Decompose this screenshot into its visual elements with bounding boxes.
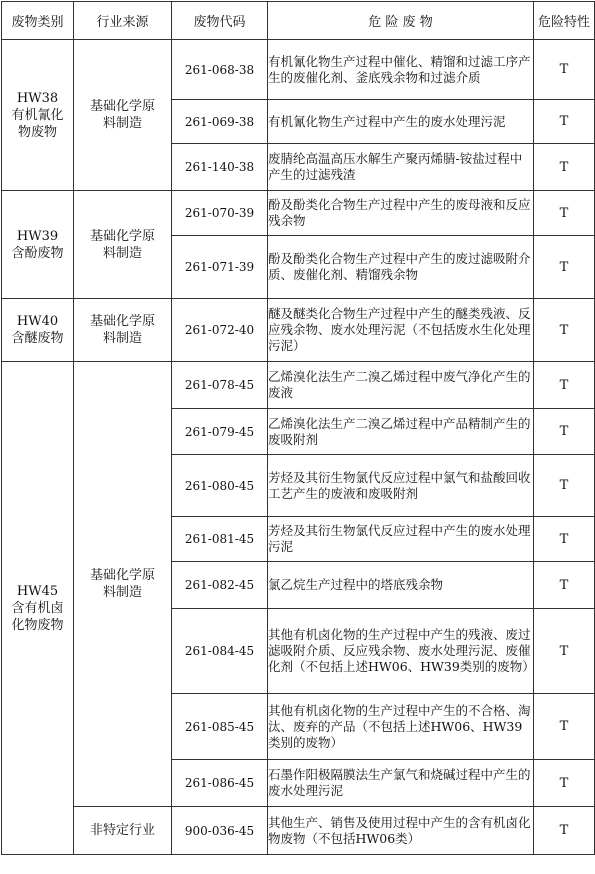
- industry-source-cell-text: 非特定行业: [89, 823, 155, 838]
- waste-code-cell: 261-079-45: [172, 409, 268, 455]
- table-row: [2, 807, 595, 855]
- hazard-property-cell: T: [534, 760, 595, 807]
- waste-category-cell-text: HW45 含有机卤 化物废物: [11, 583, 64, 633]
- hazard-property-cell: T: [534, 609, 595, 694]
- waste-description-cell: 酚及酚类化合物生产过程中产生的废过滤吸附介质、废催化剂、精馏残余物: [268, 236, 534, 299]
- industry-source-cell-text: 基础化学原 料制造: [89, 314, 155, 346]
- waste-code-cell: 261-069-38: [172, 100, 268, 144]
- waste-code-cell: 900-036-45: [172, 807, 268, 855]
- hazard-property-cell: T: [534, 807, 595, 855]
- waste-category-cell: [2, 299, 74, 362]
- industry-source-cell-text: 基础化学原 料制造: [89, 228, 155, 261]
- table-body: [2, 40, 595, 855]
- waste-code-cell: 261-070-39: [172, 191, 268, 236]
- header-category: 废物类别: [2, 2, 74, 40]
- waste-category-cell: [2, 40, 74, 191]
- hazard-property-cell: T: [534, 236, 595, 299]
- industry-source-cell-text: 基础化学原 料制造: [89, 568, 155, 600]
- waste-description-cell: 氯乙烷生产过程中的塔底残余物: [268, 562, 534, 609]
- hazard-property-cell: T: [534, 455, 595, 517]
- waste-category-cell: [2, 362, 74, 855]
- header-code: 废物代码: [172, 2, 268, 40]
- waste-code-cell: 261-084-45: [172, 609, 268, 694]
- hazard-property-cell: T: [534, 694, 595, 760]
- table-row: [2, 362, 595, 409]
- waste-code-cell: 261-068-38: [172, 40, 268, 100]
- industry-source-cell: [74, 362, 172, 807]
- waste-category-cell: [2, 191, 74, 299]
- hazard-property-cell: T: [534, 100, 595, 144]
- waste-code-cell: 261-078-45: [172, 362, 268, 409]
- waste-description-cell: 芳烃及其衍生物氯代反应过程中产生的废水处理污泥: [268, 517, 534, 562]
- waste-description-cell: 其他有机卤化物的生产过程中产生的不合格、淘汰、废弃的产品（不包括上述HW06、HW39类别的废物）: [268, 694, 534, 760]
- waste-description-cell: 有机氰化物生产过程中产生的废水处理污泥: [268, 100, 534, 144]
- waste-description-cell: 乙烯溴化法生产二溴乙烯过程中废气净化产生的废液: [268, 362, 534, 409]
- header-description: 危 险 废 物: [268, 2, 534, 40]
- waste-category-cell-text: HW40 含醚废物: [11, 314, 64, 346]
- waste-description-cell: 废腈纶高温高压水解生产聚丙烯腈-铵盐过程中产生的过滤残渣: [268, 144, 534, 191]
- table-header-row: [2, 2, 595, 40]
- waste-code-cell: 261-072-40: [172, 299, 268, 362]
- waste-category-cell-text: HW38 有机氰化 物废物: [11, 90, 64, 140]
- industry-source-cell: [74, 40, 172, 191]
- industry-source-cell: [74, 299, 172, 362]
- table-row: [2, 299, 595, 362]
- waste-code-cell: 261-071-39: [172, 236, 268, 299]
- hazard-property-cell: T: [534, 191, 595, 236]
- industry-source-cell: [74, 807, 172, 855]
- header-property: 危险特性: [534, 2, 595, 40]
- industry-source-cell-text: 基础化学原 料制造: [89, 99, 155, 131]
- waste-description-cell: 其他有机卤化物的生产过程中产生的残液、废过滤吸附介质、反应残余物、废水处理污泥、废催化剂（不包括上述HW06、HW39类别的废物）: [268, 609, 534, 694]
- waste-description-cell: 石墨作阳极隔膜法生产氯气和烧碱过程中产生的废水处理污泥: [268, 760, 534, 807]
- hazard-property-cell: T: [534, 299, 595, 362]
- waste-description-cell: 酚及酚类化合物生产过程中产生的废母液和反应残余物: [268, 191, 534, 236]
- waste-description-cell: 芳烃及其衍生物氯代反应过程中氯气和盐酸回收工艺产生的废液和废吸附剂: [268, 455, 534, 517]
- waste-description-cell: 醚及醚类化合物生产过程中产生的醚类残液、反应残余物、废水处理污泥（不包括废水生化处理污泥）: [268, 299, 534, 362]
- hazard-property-cell: T: [534, 362, 595, 409]
- hazard-property-cell: T: [534, 517, 595, 562]
- waste-code-cell: 261-085-45: [172, 694, 268, 760]
- waste-code-cell: 261-080-45: [172, 455, 268, 517]
- waste-code-cell: 261-081-45: [172, 517, 268, 562]
- waste-code-cell: 261-140-38: [172, 144, 268, 191]
- waste-description-cell: 其他生产、销售及使用过程中产生的含有机卤化物废物（不包括HW06类）: [268, 807, 534, 855]
- header-industry: 行业来源: [74, 2, 172, 40]
- waste-code-cell: 261-086-45: [172, 760, 268, 807]
- hazard-property-cell: T: [534, 40, 595, 100]
- waste-code-cell: 261-082-45: [172, 562, 268, 609]
- waste-description-cell: 乙烯溴化法生产二溴乙烯过程中产品精制产生的废吸附剂: [268, 409, 534, 455]
- industry-source-cell: [74, 191, 172, 299]
- table-row: [2, 40, 595, 100]
- hazard-property-cell: T: [534, 409, 595, 455]
- waste-category-cell-text: HW39 含酚废物: [11, 228, 64, 261]
- hazardous-waste-table: [1, 1, 595, 855]
- table-row: [2, 191, 595, 236]
- hazard-property-cell: T: [534, 144, 595, 191]
- waste-description-cell: 有机氰化物生产过程中催化、精馏和过滤工序产生的废催化剂、釜底残余物和过滤介质: [268, 40, 534, 100]
- hazard-property-cell: T: [534, 562, 595, 609]
